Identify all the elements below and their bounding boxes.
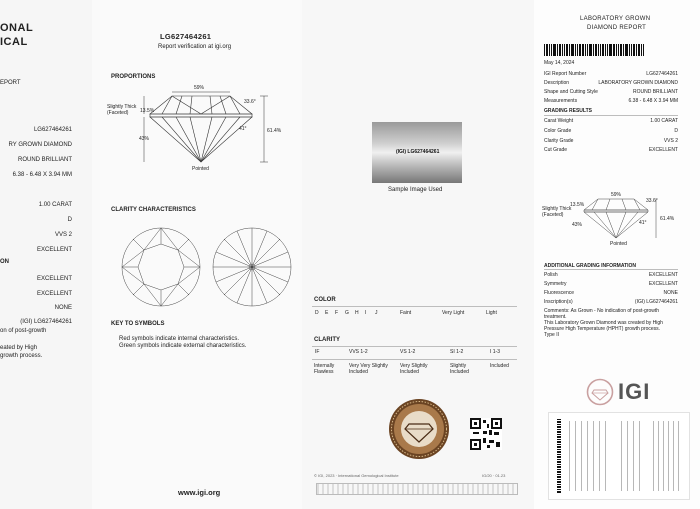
- comment-line: Comments: As Grown - No indication of post-growth: [544, 308, 660, 314]
- left-grade-cut: EXCELLENT: [36, 247, 72, 253]
- igi-seal-icon: [388, 398, 450, 460]
- row-value: LG627464261: [646, 71, 678, 77]
- additional-label: Inscription(s): [544, 299, 573, 305]
- mini-crown-height: 13.5%: [570, 202, 585, 208]
- left-value-description: RY GROWN DIAMOND: [8, 142, 72, 148]
- left-comment-line-1: on of post-growth: [0, 328, 47, 334]
- left-partial-panel: [0, 0, 92, 509]
- color-letter: G: [345, 310, 349, 316]
- grading-label: Clarity Grade: [544, 138, 574, 144]
- left-grade-carat: 1.00 CARAT: [38, 202, 72, 208]
- left-inscription: (IGI) LG627464261: [20, 319, 72, 325]
- key-to-symbols-heading: KEY TO SYMBOLS: [111, 321, 165, 327]
- clarity-desc: Very Very Slightly Included: [349, 363, 388, 375]
- grading-value: D: [674, 128, 678, 134]
- left-fluorescence: NONE: [54, 305, 72, 311]
- mini-table-percent: 59%: [611, 192, 622, 198]
- clarity-grade: SI 1-2: [450, 349, 464, 355]
- row-label: IGI Report Number: [544, 71, 587, 77]
- report-title-line-1: LABORATORY GROWN: [580, 16, 651, 22]
- comment-line: treatment.: [544, 314, 567, 320]
- mini-proportions-diagram: [534, 0, 700, 260]
- clarity-desc: Slightly Included: [450, 363, 469, 375]
- additional-value: EXCELLENT: [648, 281, 678, 287]
- sample-inscription-text: (IGI) LG627464261: [396, 149, 440, 155]
- footer-code: IG/20 · 01.23: [482, 473, 506, 478]
- total-depth: 61.4%: [267, 128, 282, 134]
- grading-value: 1.00 CARAT: [650, 118, 678, 124]
- mini-total-depth: 61.4%: [660, 216, 675, 222]
- row-label: Shape and Cutting Style: [544, 89, 598, 95]
- clarity-desc: Very Slightly Included: [400, 363, 428, 375]
- color-scale-heading: COLOR: [314, 297, 336, 303]
- left-polish: EXCELLENT: [36, 276, 72, 282]
- proportions-panel: [92, 0, 302, 509]
- mini-pavilion-angle: 41°: [639, 220, 647, 226]
- report-date: May 14, 2024: [544, 60, 575, 66]
- color-letter: E: [325, 310, 329, 316]
- row-value: ROUND BRILLIANT: [632, 89, 678, 95]
- additional-value: EXCELLENT: [648, 272, 678, 278]
- clarity-scale-heading: CLARITY: [314, 337, 340, 343]
- website-url[interactable]: www.igi.org: [178, 488, 221, 497]
- report-title-line-2: DIAMOND REPORT: [587, 25, 647, 31]
- grading-value: VVS 2: [663, 138, 678, 144]
- left-symmetry: EXCELLENT: [36, 291, 72, 297]
- additional-value: NONE: [663, 290, 678, 296]
- color-term-faint: Faint: [400, 310, 412, 316]
- row-value: 6.38 - 6.48 X 3.94 MM: [628, 98, 678, 104]
- comment-line: This Laboratory Grown Diamond was created by High: [544, 320, 663, 326]
- left-section-fragment: ON: [0, 259, 9, 265]
- verification-number: LG627464261: [160, 32, 212, 41]
- footer-copyright: © IGI, 2023 · International Gemological Institute: [314, 473, 399, 478]
- additional-label: Fluorescence: [544, 290, 575, 296]
- clarity-grade: IF: [315, 349, 320, 355]
- grading-value: EXCELLENT: [648, 147, 678, 153]
- key-line-green: Green symbols indicate external characteristics.: [119, 343, 247, 349]
- additional-value: (IGI) LG627464261: [634, 299, 678, 305]
- grading-label: Carat Weight: [544, 118, 574, 124]
- left-value-shape: ROUND BRILLIANT: [17, 157, 72, 163]
- left-report-fragment: EPORT: [0, 80, 21, 86]
- additional-info-heading: ADDITIONAL GRADING INFORMATION: [544, 263, 637, 269]
- row-label: Description: [544, 80, 570, 86]
- color-letter: H: [355, 310, 359, 316]
- clarity-desc: Included: [490, 363, 509, 369]
- left-comment-line-3: growth process.: [0, 353, 43, 359]
- color-term-light: Light: [486, 310, 497, 316]
- color-letter: D: [315, 310, 319, 316]
- report-panel: [534, 0, 700, 509]
- row-label: Measurements: [544, 98, 578, 104]
- mini-girdle: Slightly Thick (Faceted): [542, 206, 572, 218]
- grading-label: Color Grade: [544, 128, 572, 134]
- verification-subtitle: Report verification at igi.org: [158, 44, 232, 50]
- left-grade-clarity: VVS 2: [54, 232, 72, 238]
- left-title-line-1: ONAL: [0, 22, 34, 34]
- left-value-measurements: 6.38 - 6.48 X 3.94 MM: [12, 172, 72, 178]
- color-letter: J: [375, 310, 378, 316]
- clarity-grade: VS 1-2: [400, 349, 416, 355]
- clarity-grade: I 1-3: [490, 349, 501, 355]
- clarity-grade: VVS 1-2: [349, 349, 368, 355]
- pavilion-depth: 43%: [139, 136, 150, 142]
- qr-code-icon[interactable]: [470, 418, 502, 450]
- table-percent: 59%: [194, 85, 205, 91]
- igi-logo-icon: [586, 378, 614, 406]
- mini-culet: Pointed: [610, 241, 627, 247]
- culet-label: Pointed: [192, 166, 209, 172]
- crown-height: 13.5%: [140, 108, 155, 114]
- mini-crown-angle: 33.6°: [646, 198, 658, 204]
- clarity-characteristics-heading: CLARITY CHARACTERISTICS: [111, 207, 196, 213]
- key-line-red: Red symbols indicate internal characteristics.: [119, 336, 240, 342]
- igi-logo-text: IGI: [618, 379, 651, 404]
- additional-label: Polish: [544, 272, 558, 278]
- color-term-very-light: Very Light: [442, 310, 465, 316]
- color-letter: I: [365, 310, 367, 316]
- clarity-desc: Internally Flawless: [314, 363, 335, 375]
- crown-angle: 33.6°: [244, 99, 256, 105]
- sample-inscription-image: [372, 122, 462, 183]
- row-value: LABORATORY GROWN DIAMOND: [598, 80, 678, 86]
- wallet-card-preview: [548, 412, 690, 500]
- security-strip: [316, 483, 518, 495]
- sample-caption: Sample Image Used: [388, 187, 443, 193]
- scales-panel: [302, 0, 534, 509]
- comment-line: Pressure High Temperature (HPHT) growth process.: [544, 326, 661, 332]
- color-letter: F: [335, 310, 339, 316]
- mini-pavilion-depth: 43%: [572, 222, 583, 228]
- left-value-report-number: LG627464261: [33, 127, 72, 133]
- girdle-label: Slightly Thick (Faceted): [107, 104, 137, 116]
- grading-label: Cut Grade: [544, 147, 568, 153]
- left-title-line-2: ICAL: [0, 36, 28, 48]
- additional-label: Symmetry: [544, 281, 567, 287]
- clarity-plot-diagrams: [92, 0, 302, 320]
- grading-results-heading: GRADING RESULTS: [544, 108, 592, 114]
- left-comment-line-2: eated by High: [0, 345, 38, 351]
- left-grade-color: D: [67, 217, 72, 223]
- comment-line: Type II: [544, 332, 560, 338]
- pavilion-angle: 41°: [239, 126, 247, 132]
- proportions-heading: PROPORTIONS: [111, 74, 156, 80]
